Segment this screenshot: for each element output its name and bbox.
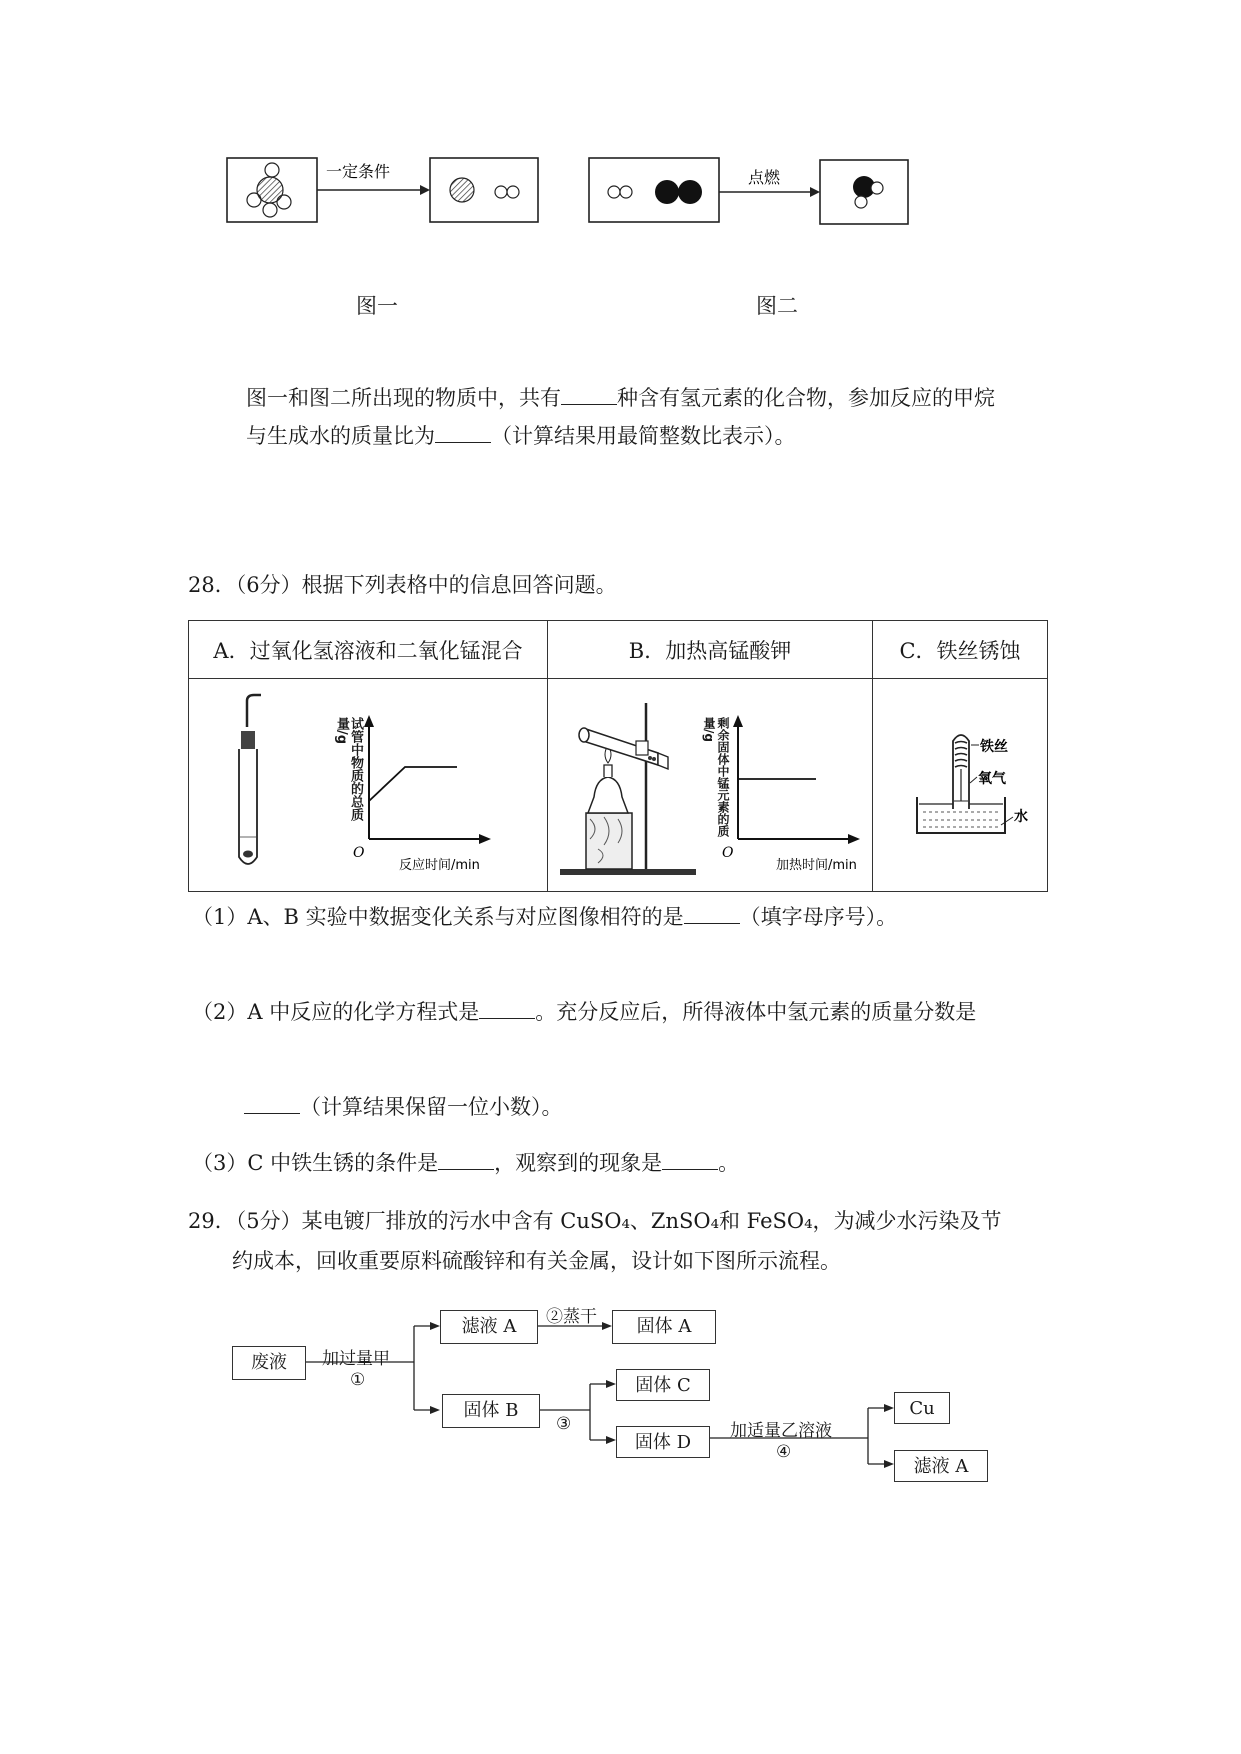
col-a-header: A．过氧化氢溶液和二氧化锰混合 [189,621,548,679]
q27-text-line1 [246,378,995,417]
answer-blank[interactable] [684,897,740,924]
q28-sub2-text-a: （2）A 中反应的化学方程式是 [192,1000,480,1024]
label-water: 水 [1014,809,1028,825]
graph-b-origin: O [722,845,734,861]
figure-2 [585,150,915,230]
answer-blank[interactable] [662,1143,718,1170]
flow-filtrate-a: 滤液 A [440,1310,538,1344]
answer-blank[interactable] [438,1143,494,1170]
q29-line1: 29．（5分）某电镀厂排放的污水中含有 CuSO₄、ZnSO₄和 FeSO₄，为减少水污染及节 [188,1209,1002,1233]
flow-solid-d: 固体 D [616,1426,710,1458]
q28-sub2-text-b: 。充分反应后，所得液体中氢元素的质量分数是 [535,1000,977,1024]
graph-b-ylabel: 剩余固体中锰元素的质量/g [702,717,730,837]
q27-text-2b: （计算结果用最简整数比表示）。 [491,424,796,448]
q28-title: 28．（6分）根据下列表格中的信息回答问题。 [188,573,617,597]
q27-text-1b: 种含有氢元素的化合物，参加反应的甲烷 [617,386,995,410]
q28-sub3-text-c: 。 [718,1151,740,1175]
fig1-arrow-label: 一定条件 [326,162,391,181]
heating-apparatus-icon [560,703,696,875]
q28-sub1-text-b: （填字母序号）。 [739,905,898,929]
figure-1-caption: 图一 [356,294,398,318]
q27-text-2a: 与生成水的质量比为 [246,424,435,448]
graph-a-svg [189,679,547,891]
flow-step1-num: ① [350,1370,366,1390]
q28-sub2-text-c: （计算结果保留一位小数）。 [300,1095,563,1119]
flow-step4-num: ④ [776,1442,792,1462]
label-oxygen: 氧气 [978,771,1006,787]
col-c-header: C．铁丝锈蚀 [873,621,1048,679]
q29-line2: 约成本，回收重要原料硫酸锌和有关金属，设计如下图所示流程。 [232,1249,841,1273]
col-b-header: B．加热高锰酸钾 [548,621,873,679]
col-a-figure [189,679,548,892]
flow-solid-a: 固体 A [612,1310,716,1344]
label-iron-wire: 铁丝 [980,739,1008,755]
q27-text-line2 [246,416,796,455]
flow-solid-b: 固体 B [442,1394,540,1428]
test-tube-icon [239,695,261,864]
col-c-figure [873,679,1048,892]
q28-sub1 [192,897,897,936]
q28-sub2 [192,992,976,1031]
graph-a-line [369,767,457,801]
answer-blank[interactable] [435,416,491,443]
q28-sub3-text-a: （3）C 中铁生锈的条件是 [192,1151,439,1175]
q28-sub1-text-a: （1）A、B 实验中数据变化关系与对应图像相符的是 [192,905,684,929]
graph-a-xlabel: 反应时间/min [399,858,480,873]
q28-sub2-cont [244,1087,563,1126]
figure-2-caption: 图二 [756,294,798,318]
flow-step3-num: ③ [556,1414,572,1434]
graph-a-ylabel: 试管中物质的总质量/g [334,717,363,821]
flow-waste-liquid: 废液 [232,1346,306,1380]
flow-step2-label: ②蒸干 [546,1307,597,1327]
answer-blank[interactable] [561,378,617,405]
fig1-product-box [430,158,538,222]
figure-1 [220,150,550,230]
flow-step1-label: 加过量甲 [322,1349,390,1369]
flow-copper: Cu [894,1392,950,1424]
q28-table [188,620,1048,892]
answer-blank[interactable] [479,992,535,1019]
graph-b-xlabel: 加热时间/min [776,858,857,873]
flow-solid-c: 固体 C [616,1369,710,1401]
q27-text-1a: 图一和图二所出现的物质中，共有 [246,386,561,410]
flow-filtrate-a-2: 滤液 A [894,1450,988,1482]
col-b-figure [548,679,873,892]
rusting-setup-svg [873,679,1047,891]
q28-sub3-text-b: ，观察到的现象是 [494,1151,663,1175]
graph-a-origin: O [353,845,365,861]
flow-step4-label: 加适量乙溶液 [730,1421,832,1441]
fig2-arrow-label: 点燃 [748,168,781,187]
q28-sub3 [192,1143,739,1182]
answer-blank[interactable] [244,1087,300,1114]
